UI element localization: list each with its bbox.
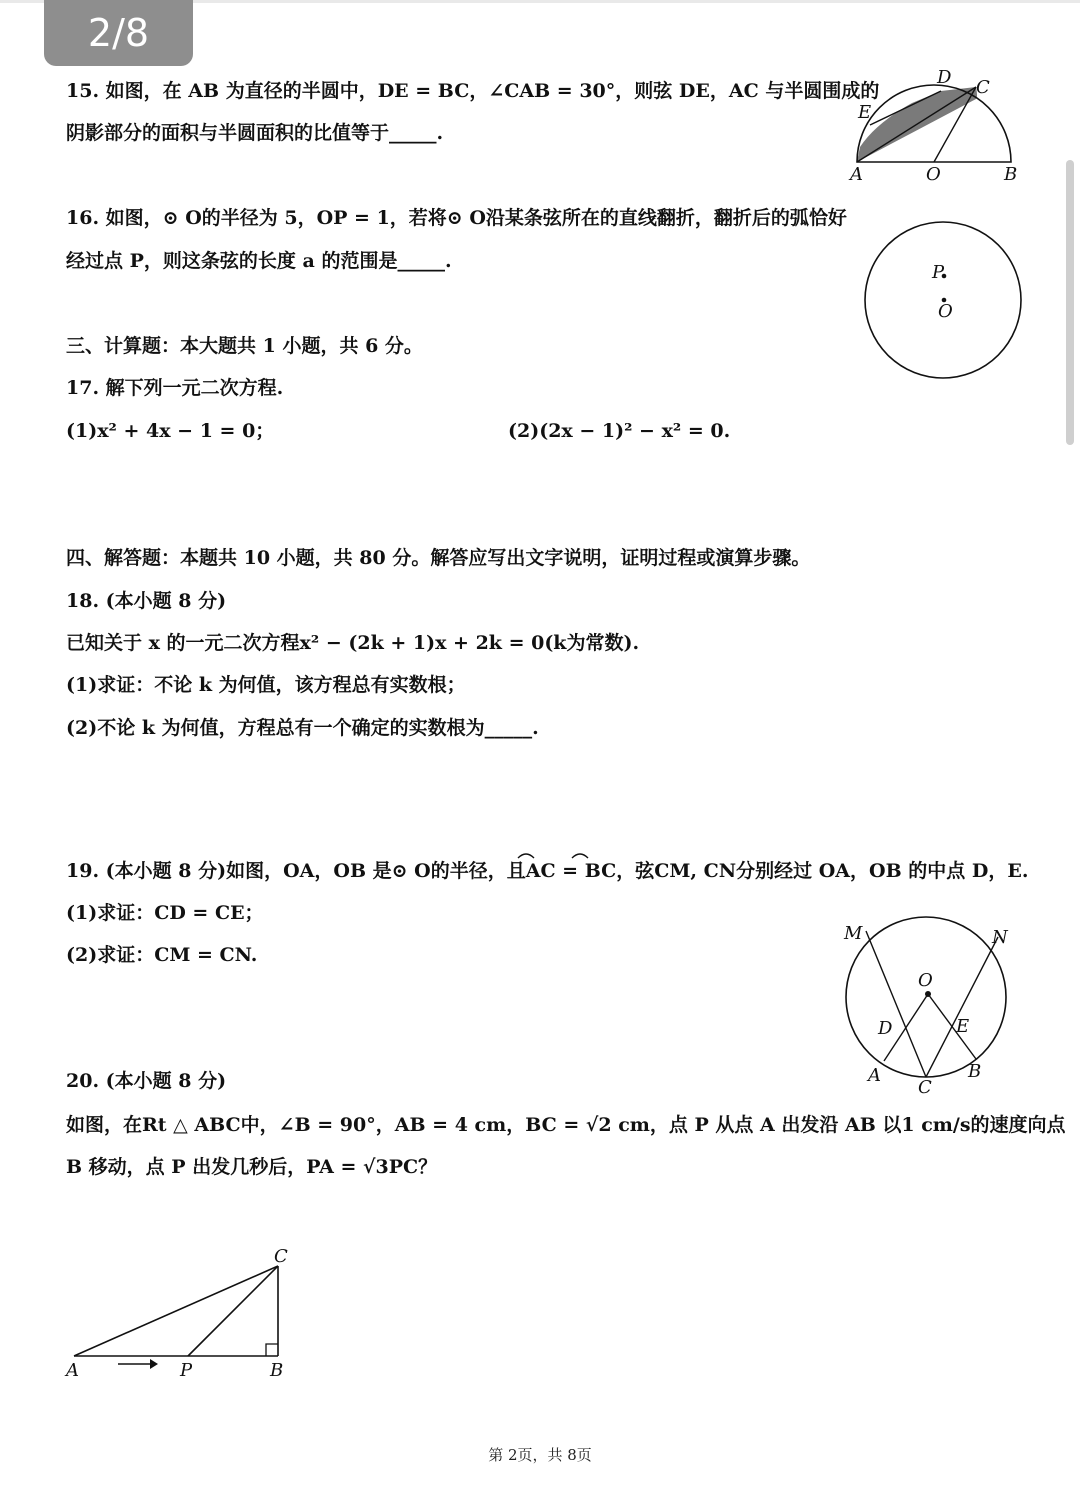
q20-label-P: P: [180, 1360, 193, 1380]
page-indicator-badge: 2/8: [44, 0, 193, 66]
q20-line1: 如图，在Rt △ ABC中，∠B = 90°，AB = 4 cm，BC = √2 cm，点 P 从点 A 出发沿 AB 以1 cm/s的速度向点: [66, 1114, 1066, 1136]
q19-title: 19. (本小题 8 分)如图，OA，OB 是⊙ O的半径，且AC = BC，弦CM, CN分别经过 OA，OB 的中点 D，E.: [66, 860, 1029, 882]
q18-stem: 已知关于 x 的一元二次方程x² − (2k + 1)x + 2k = 0(k为常数).: [66, 632, 640, 654]
q19-circle-figure: [836, 915, 1026, 1100]
q15-label-A: A: [850, 164, 863, 185]
q20-label-B: B: [270, 1360, 284, 1380]
q16-label-P: P: [932, 262, 945, 283]
page-footer: 第 2页，共 8页: [488, 1446, 592, 1464]
q20-label-A: A: [66, 1360, 79, 1380]
q15-label-C: C: [976, 77, 990, 98]
section-4-heading: 四、解答题：本题共 10 小题，共 80 分。解答应写出文字说明，证明过程或演算步骤。: [66, 547, 811, 569]
q18-title: 18. (本小题 8 分): [66, 590, 227, 612]
q19-arc-marks: [512, 846, 602, 862]
q16-circle-figure: [858, 220, 1028, 385]
section-3-heading: 三、计算题：本大题共 1 小题，共 6 分。: [66, 335, 423, 357]
q20-triangle-figure: [60, 1240, 300, 1380]
q15-label-D: D: [937, 67, 952, 88]
q19-label-O: O: [918, 970, 933, 991]
q20-title: 20. (本小题 8 分): [66, 1070, 227, 1092]
q15-label-B: B: [1004, 164, 1018, 185]
q16-line1: 16. 如图，⊙ O的半径为 5，OP = 1，若将⊙ O沿某条弦所在的直线翻折，翻折后的弧恰好: [66, 207, 847, 229]
q19-part1: (1)求证：CD = CE；: [66, 902, 264, 924]
q19-label-N: N: [992, 927, 1008, 948]
q19-label-A: A: [868, 1065, 881, 1086]
q17-part1: (1)x² + 4x − 1 = 0；: [66, 420, 275, 442]
q19-label-C: C: [918, 1077, 932, 1098]
q18-part1: (1)求证：不论 k 为何值，该方程总有实数根；: [66, 674, 466, 696]
q19-label-D: D: [878, 1018, 893, 1039]
q15-label-O: O: [926, 164, 941, 185]
scrollbar[interactable]: [1066, 160, 1074, 445]
q20-line2: B 移动，点 P 出发几秒后，PA = √3PC？: [66, 1156, 438, 1178]
q19-label-B: B: [968, 1061, 982, 1082]
q15-semicircle-figure: [840, 65, 1030, 185]
q15-line2: 阴影部分的面积与半圆面积的比值等于_____.: [66, 122, 444, 144]
q16-label-O: O: [938, 301, 953, 322]
q19-label-E: E: [956, 1016, 970, 1037]
q18-part2: (2)不论 k 为何值，方程总有一个确定的实数根为_____.: [66, 717, 539, 739]
q16-line2: 经过点 P，则这条弦的长度 a 的范围是_____.: [66, 250, 452, 272]
q19-label-M: M: [844, 923, 863, 944]
q15-line1: 15. 如图，在 AB 为直径的半圆中，DE = BC，∠CAB = 30°，则弦 DE，AC 与半圆围成的: [66, 80, 880, 102]
q17-title: 17. 解下列一元二次方程.: [66, 377, 284, 399]
q20-label-C: C: [274, 1246, 288, 1267]
q15-label-E: E: [858, 102, 872, 123]
q17-part2: (2)(2x − 1)² − x² = 0.: [508, 420, 731, 442]
q19-part2: (2)求证：CM = CN.: [66, 944, 258, 966]
